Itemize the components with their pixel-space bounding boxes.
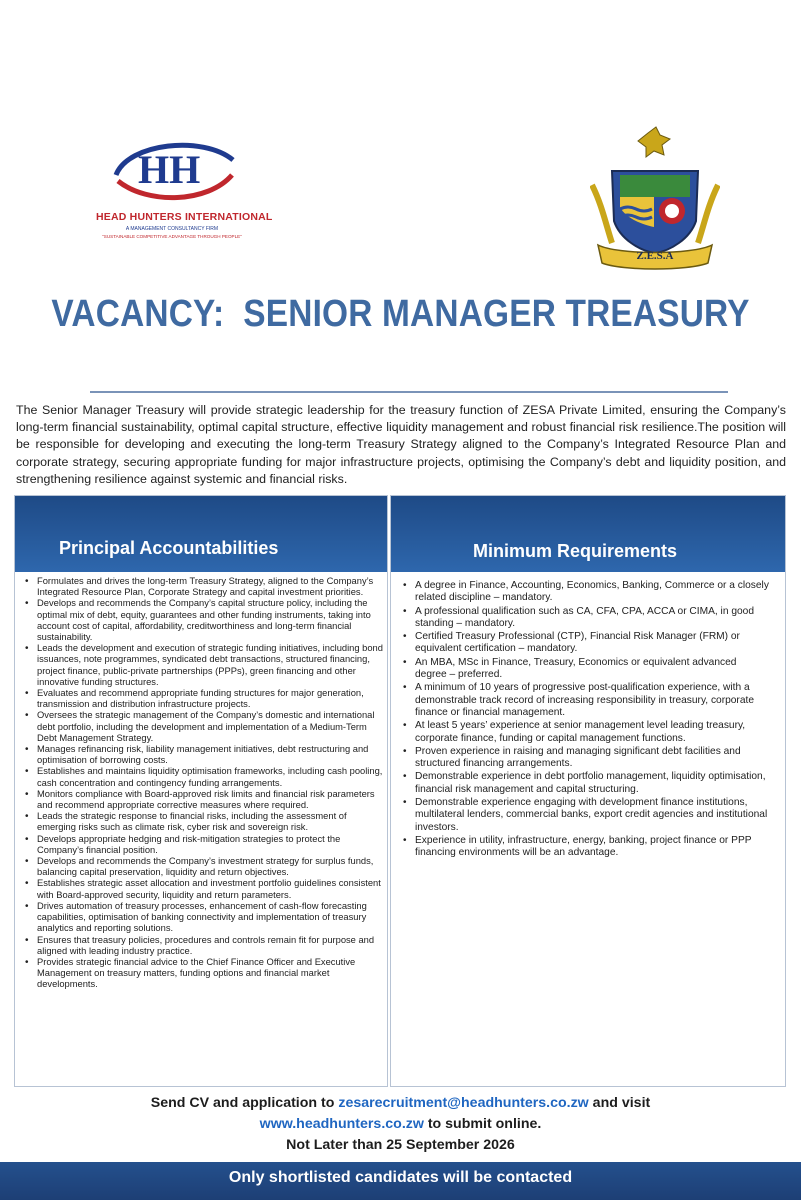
- list-item: • Ensures that treasury policies, procedures and controls remain fit for purpose and aligned with leading industry practice.: [23, 935, 383, 957]
- accountabilities-panel: [14, 495, 388, 1087]
- accountabilities-list: [23, 576, 383, 991]
- requirements-panel: [390, 495, 786, 1087]
- hh-company-name: HEAD HUNTERS INTERNATIONAL: [96, 211, 273, 223]
- footer-suffix: and visit: [588, 1095, 651, 1111]
- list-item: • Establishes strategic asset allocation and investment portfolio guidelines consistent with Board-approved security, liquidity and return parameters.: [23, 878, 383, 900]
- requirements-list: [401, 580, 769, 861]
- title-divider: [90, 391, 728, 393]
- zesa-crest-logo: [590, 125, 720, 285]
- list-item: • Provides strategic financial advice to the Chief Finance Officer and Executive Management on treasury matters, funding options and financial market developments.: [23, 957, 383, 991]
- list-item: • A degree in Finance, Accounting, Economics, Banking, Commerce or a closely related discipline – mandatory.: [401, 580, 769, 605]
- page-title: VACANCY: SENIOR MANAGER TREASURY: [51, 293, 750, 335]
- email-link[interactable]: zesarecruitment@headhunters.co.zw: [338, 1095, 589, 1111]
- list-item: • An MBA, MSc in Finance, Treasury, Economics or equivalent advanced degree – preferred.: [401, 657, 769, 682]
- zesa-letters: Z.E.S.A: [636, 250, 674, 262]
- footer-prefix: Send CV and application to: [150, 1095, 339, 1111]
- list-item: • Drives automation of treasury processes, enhancement of cash-flow forecasting capabilities, optimisation of banking connectivity and implementation of treasury analytics and reporting solutions.: [23, 901, 383, 935]
- zesa-crest-icon: [590, 125, 720, 285]
- hh-subtitle: A MANAGEMENT CONSULTANCY FIRM: [125, 226, 219, 232]
- list-item: • Monitors compliance with Board-approved risk limits and financial risk parameters and recommend appropriate corrective measures where required.: [23, 789, 383, 811]
- website-link[interactable]: www.headhunters.co.zw: [259, 1116, 424, 1132]
- list-item: • Leads the development and execution of strategic funding initiatives, including bond issuances, note programmes, syndicated debt transactions, structured financing, project finance, public-private partnerships (PPPs), green financing and other innovative funding structures.: [23, 643, 383, 688]
- accountabilities-heading: Principal Accountabilities: [59, 538, 279, 558]
- list-item: • Develops and recommends the Company’s capital structure policy, including the optimal mix of debt, equity, guarantees and other funding instruments, taking into account cost of capital, affordability, creditworthiness and long-term financial sustainability.: [23, 598, 383, 643]
- list-item: • Develops appropriate hedging and risk-mitigation strategies to protect the Company’s financial position.: [23, 834, 383, 856]
- list-item: • Proven experience in raising and managing significant debt facilities and structured financing arrangements.: [401, 746, 769, 771]
- list-item: • Manages refinancing risk, liability management initiatives, debt restructuring and optimisation of borrowing costs.: [23, 744, 383, 766]
- application-instructions: [0, 1093, 801, 1156]
- requirements-header: [391, 496, 785, 572]
- list-item: • At least 5 years’ experience at senior management level leading treasury, corporate finance, funding or capital management functions.: [401, 720, 769, 745]
- footer-line2-suffix: to submit online.: [423, 1116, 542, 1132]
- list-item: • A professional qualification such as CA, CFA, CPA, ACCA or CIMA, in good standing – mandatory.: [401, 606, 769, 631]
- list-item: • Formulates and drives the long-term Treasury Strategy, aligned to the Company’s Integrated Resource Plan, Corporate Strategy and capital investment priorities.: [23, 576, 383, 598]
- footer-line-2: [0, 1114, 801, 1135]
- list-item: • Oversees the strategic management of the Company’s domestic and international debt portfolio, including the development and implementation of a Medium-Term Debt Management Strategy.: [23, 710, 383, 744]
- list-item: • Develops and recommends the Company’s investment strategy for surplus funds, balancing capital preservation, liquidity and return objectives.: [23, 856, 383, 878]
- accountabilities-header: [15, 496, 387, 572]
- list-item: • A minimum of 10 years of progressive post-qualification experience, with a demonstrable track record of increasing responsibility in treasury, corporate finance or financial management.: [401, 682, 769, 719]
- list-item: • Certified Treasury Professional (CTP), Financial Risk Manager (FRM) or equivalent certification – mandatory.: [401, 631, 769, 656]
- list-item: • Evaluates and recommend appropriate funding structures for major generation, transmission and distribution infrastructure projects.: [23, 688, 383, 710]
- footer-line-1: [0, 1093, 801, 1114]
- list-item: • Leads the strategic response to financial risks, including the assessment of emerging risks such as climate risk, cyber risk and sovereign risk.: [23, 811, 383, 833]
- intro-paragraph: The Senior Manager Treasury will provide strategic leadership for the treasury function of ZESA Private Limited, ensuring the Company’s long-term financial sustainability, optimal capital structure, effective liquidity management and robust financial risk resilience.The position will be responsible for developing and executing the long-term Treasury Strategy aligned to the Company’s Integrated Resource Plan and corporate strategy, securing appropriate funding for major infrastructure projects, optimising the Company’s debt and liquidity position, and strengthening resilience against systemic and financial risks.: [16, 403, 786, 486]
- shortlist-notice: Only shortlisted candidates will be contacted: [228, 1169, 573, 1186]
- notice-banner: [0, 1162, 801, 1200]
- head-hunters-logo: [96, 135, 273, 250]
- list-item: • Establishes and maintains liquidity optimisation frameworks, including cash pooling, cash concentration and contingency funding arrangements.: [23, 766, 383, 788]
- list-item: • Experience in utility, infrastructure, energy, banking, project finance or PPP financing environments will be an advantage.: [401, 835, 769, 860]
- hh-monogram-icon: [108, 135, 238, 207]
- requirements-heading: Minimum Requirements: [473, 541, 678, 561]
- hh-letters: HH: [138, 147, 201, 192]
- deadline-text: Not Later than 25 September 2026: [286, 1137, 515, 1153]
- list-item: • Demonstrable experience in debt portfolio management, liquidity optimisation, financial risk management and capital structuring.: [401, 771, 769, 796]
- hh-tagline: "SUSTAINABLE COMPETITIVE ADVANTAGE THROUGH PEOPLE": [102, 234, 242, 239]
- list-item: • Demonstrable experience engaging with development finance institutions, multilateral lenders, commercial banks, export credit agencies and institutional investors.: [401, 797, 769, 834]
